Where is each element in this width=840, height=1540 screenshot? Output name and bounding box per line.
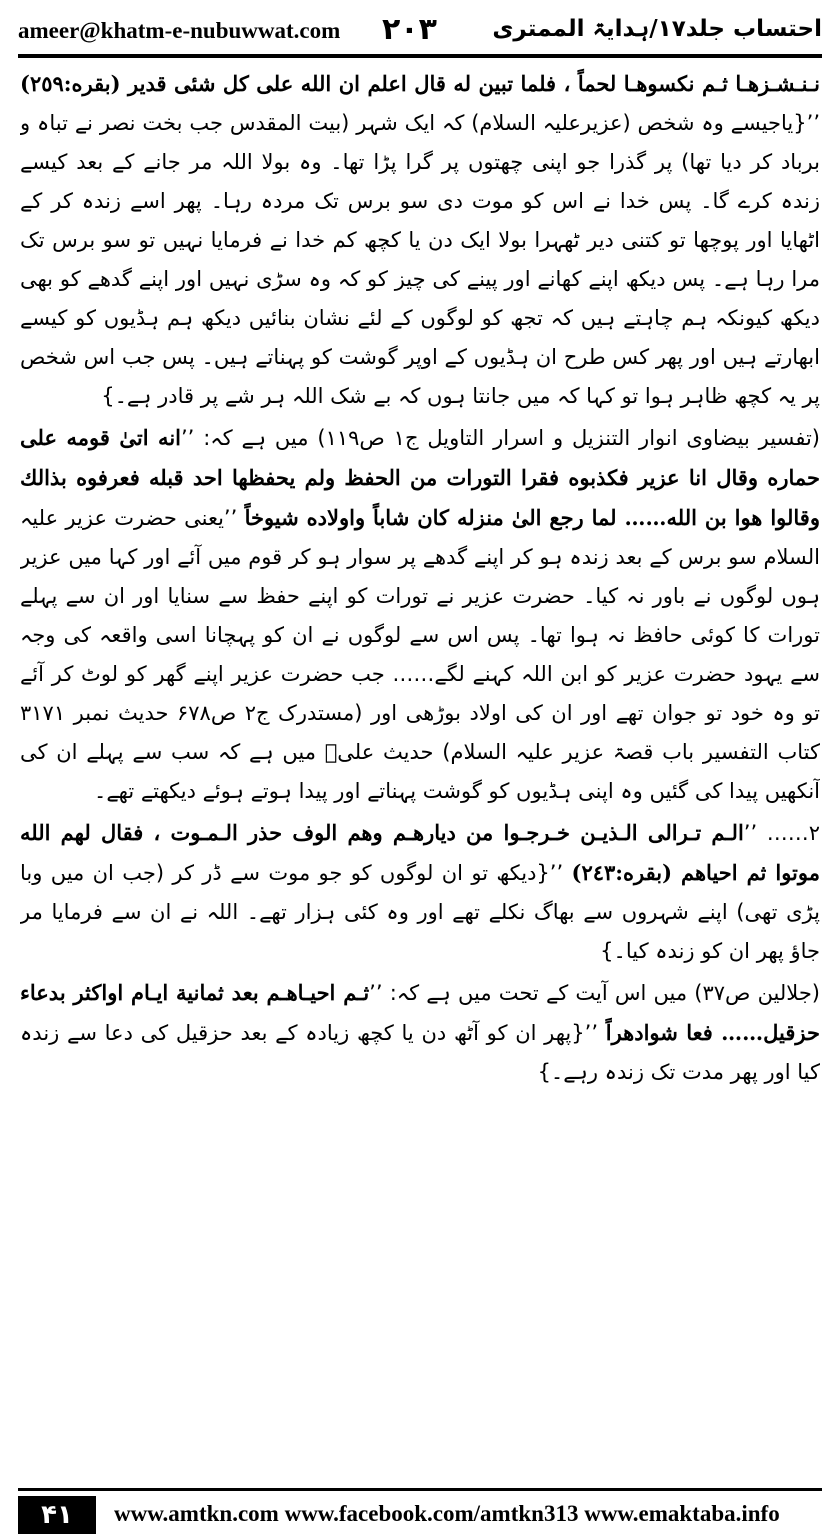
arabic-verse: نـنـشـزهـا ثـم نكسوهـا لحماً ، فلما تبين له قال اعلم ان الله على كل شئى قدير (بقره:٢٥٩) (20, 71, 820, 96)
paragraph-1 (20, 64, 820, 416)
header-title: احتساب جلد۱۷/ہدایۃ الممتری (492, 16, 822, 42)
arabic-quote: ثـم احيـاهـم بعد ثمانية ايـام اواكثر بدعاء حزقيل…… فعا شوادهراً (20, 980, 820, 1045)
paragraph-3 (20, 813, 820, 971)
page-footer (18, 1488, 822, 1534)
urdu-translation: ’’{پھر ان کو آٹھ دن یا کچھ زیادہ کے بعد حزقیل کی دعا سے زندہ کیا اور پھر مدت تک زندہ رہے۔} (20, 1021, 820, 1084)
arabic-quote: انه اتىٰ قومه على حماره وقال انا عزير فكذبوه فقرا التورات من الحفظ ولم يحفظها احد قبله فعرفوه بذالك وقالوا هوا بن الله…… لما رجع الىٰ منزله كان شاباً واولاده شيوخاً (20, 425, 820, 530)
citation: (جلالین ص۳۷) میں اس آیت کے تحت میں ہے کہ: ’’ (369, 981, 820, 1005)
header-page-number: ۲۰۳ (382, 12, 437, 47)
page-header (18, 10, 822, 54)
citation: (تفسیر بیضاوی انوار التنزیل و اسرار التاویل ج۱ ص۱۱۹) میں ہے کہ: ’’ (181, 426, 820, 450)
urdu-translation: ’’{یاجیسے وہ شخص (عزیرعلیہ السلام) کہ ایک شہر (بیت المقدس جب بخت نصر نے تباہ و برباد کر دیا تھا) پر گذرا جو اپنی چھتوں پر گرا پڑا تھا۔ وہ بولا اللہ مر جانے کے بعد کیسے زندہ کرے گا۔ پس خدا نے اس کو موت دی سو برس تک مردہ رہا۔ پھر اسے زندہ کر کے اٹھایا اور پوچھا تو کتنی دیر ٹھہرا بولا ایک دن یا کچھ کم خدا نے فرمایا نہیں تو سو برس تک مرا رہا ہے۔ پس دیکھ اپنے کھانے اور پینے کی چیز کو کہ وہ سڑی نہیں اور اپنے گدھے کو بھی دیکھ کیونکہ ہم چاہتے ہیں کہ تجھ کو لوگوں کے لئے نشان بنائیں دیکھ ہم ہڈیوں کو کیسے ابھارتے ہیں اور پھر کس طرح ان ہڈیوں کے اوپر گوشت کو پہناتے ہیں۔ پس جب اس شخص پر یہ کچھ ظاہر ہوا تو کہا کہ میں جانتا ہوں کہ بے شک اللہ ہر شے پر قادر ہے۔} (20, 111, 820, 408)
footer-page-number: ۴۱ (18, 1496, 96, 1534)
item-number: ۲…… ’’ (743, 821, 820, 845)
paragraph-4 (20, 973, 820, 1092)
header-rule (18, 54, 822, 58)
urdu-translation: ’’{دیکھ تو ان لوگوں کو جو موت سے ڈر کر (جب ان میں وبا پڑی تھی) اپنے شہروں سے بھاگ نکلے تھے اور وہ کئی ہزار تھے۔ اللہ نے ان سے فرمایا مر جاؤ پھر ان کو زندہ کیا۔} (20, 861, 820, 963)
header-email: ameer@khatm-e-nubuwwat.com (18, 18, 341, 43)
paragraph-2 (20, 418, 820, 811)
urdu-translation: ’’یعنی حضرت عزیر علیہ السلام سو برس کے بعد زندہ ہو کر اپنے گدھے پر سوار ہو کر قوم میں آئے اور کہا میں عزیر ہوں لوگوں نے باور نہ کیا۔ حضرت عزیر نے تورات کو اپنے حفظ سے سنایا اور ان سے پہلے تورات کا کوئی حافظ نہ ہوا تھا۔ پس اس سے لوگوں نے ان کو پہچانا اسی واقعہ کی وجہ سے یہود حضرت عزیر کو ابن اللہ کہنے لگے…… جب حضرت عزیر اپنے گھر کو لوٹ کر آئے تو وہ خود تو جوان تھے اور ان کی اولاد بوڑھی اور (مستدرک ج۲ ص۶۷۸ حدیث نمبر ۳۱۷۱ کتاب التفسیر باب قصۃ عزیر علیہ السلام) حدیث علیؓ میں ہے کہ سب سے پہلے ان کی آنکھیں پیدا کی گئیں وہ اپنی ہڈیوں کو گوشت پہناتے اور پیدا ہوتے ہوئے دیکھتے تھے۔ (20, 506, 820, 803)
page-body (20, 64, 820, 1474)
footer-rule (18, 1488, 822, 1491)
arabic-verse: الـم تـرالى الـذيـن خـرجـوا من ديارهـم وهم الوف حذر الـمـوت ، فقال لهم الله موتوا ثم احياهم (بقره:٢٤٣) (20, 820, 820, 885)
footer-urls: www.amtkn.com www.facebook.com/amtkn313 www.emaktaba.info (114, 1501, 780, 1526)
